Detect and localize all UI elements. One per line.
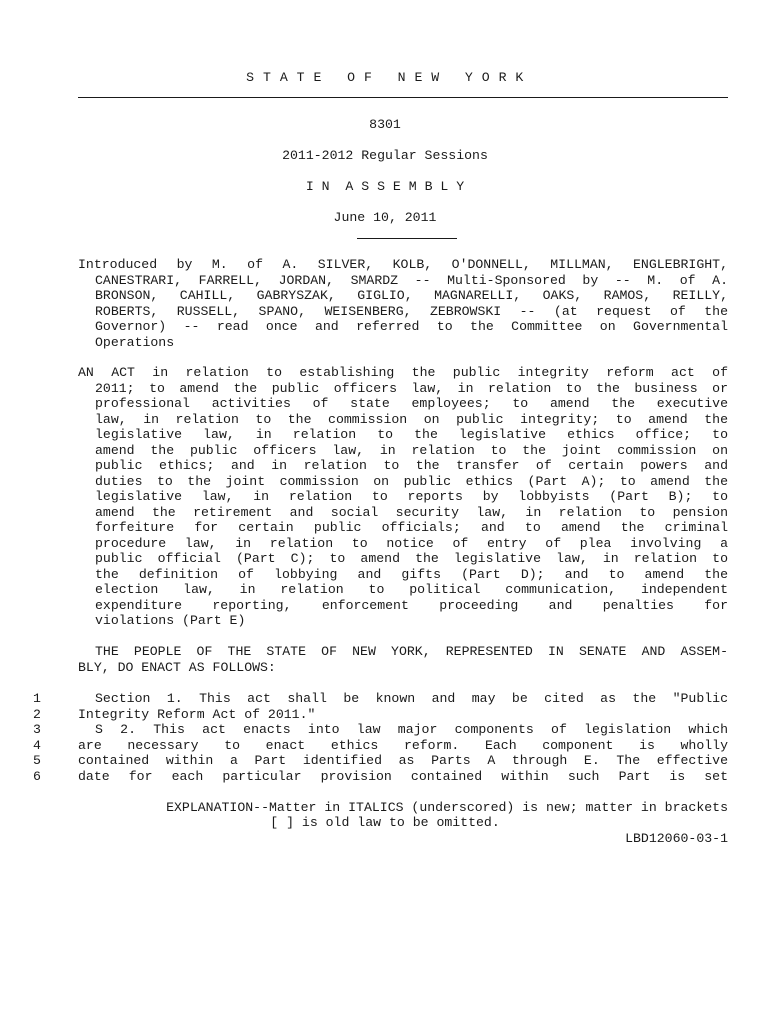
- enacting-line: THE PEOPLE OF THE STATE OF NEW YORK, REPRESENTED IN SENATE AND ASSEM-: [95, 644, 728, 659]
- line-number: 3: [33, 722, 41, 737]
- act-line: election law, in relation to political communication, independent: [95, 582, 728, 597]
- line-number: 5: [33, 753, 41, 768]
- bill-number: 8301: [369, 117, 401, 132]
- line-number: 4: [33, 737, 41, 753]
- line-numbers: [33, 691, 63, 784]
- bill-date: June 10, 2011: [333, 210, 437, 225]
- act-line: professional activities of state employees; to amend the executive: [95, 396, 728, 411]
- state-heading: S T A T E O F N E W Y O R K: [246, 70, 524, 85]
- introduced-line: ROBERTS, RUSSELL, SPANO, WEISENBERG, ZEBROWSKI -- (at request of the: [95, 303, 728, 319]
- act-line: forfeiture for certain public officials; and to amend the criminal: [95, 520, 728, 535]
- explanation-line-1: EXPLANATION--Matter in ITALICS (underscored) is new; matter in brackets: [166, 800, 728, 815]
- act-line: AN ACT in relation to establishing the public integrity reform act of: [78, 365, 728, 380]
- body-line: contained within a Part identified as Parts A through E. The effective: [78, 753, 728, 768]
- enacting-line: BLY, DO ENACT AS FOLLOWS:: [78, 659, 276, 675]
- body-line: Section 1. This act shall be known and may be cited as the "Public: [95, 691, 728, 706]
- explanation-line-2: [ ] is old law to be omitted.: [270, 815, 500, 830]
- introduced-line: CANESTRARI, FARRELL, JORDAN, SMARDZ -- Multi-Sponsored by -- M. of A.: [95, 272, 728, 288]
- act-line: the definition of lobbying and gifts (Part D); and to amend the: [95, 566, 728, 582]
- line-number: 1: [33, 691, 41, 706]
- introduced-line: BRONSON, CAHILL, GABRYSZAK, GIGLIO, MAGNARELLI, OAKS, RAMOS, REILLY,: [95, 288, 728, 303]
- act-line: duties to the joint commission on public ethics (Part A); to amend the: [95, 473, 728, 489]
- act-line: amend the public officers law, in relation to the joint commission on: [95, 442, 728, 458]
- line-number: 6: [33, 768, 41, 784]
- act-line: 2011; to amend the public officers law, in relation to the business or: [95, 380, 728, 396]
- act-line: legislative law, in relation to the legislative ethics office; to: [95, 427, 728, 442]
- body-line: are necessary to enact ethics reform. Each component is wholly: [78, 737, 728, 753]
- introduced-line: Operations: [95, 334, 175, 350]
- introduced-line: Introduced by M. of A. SILVER, KOLB, O'DONNELL, MILLMAN, ENGLEBRIGHT,: [78, 257, 728, 272]
- line-number: 2: [33, 706, 41, 722]
- section-text: [78, 691, 728, 784]
- enacting-clause: [78, 644, 728, 675]
- introduced-paragraph: [78, 257, 728, 350]
- act-line: expenditure reporting, enforcement proceeding and penalties for: [95, 597, 728, 613]
- house-label: I N A S S E M B L Y: [305, 179, 465, 194]
- body-line: date for each particular provision contained within such Part is set: [78, 768, 728, 784]
- act-line: legislative law, in relation to reports by lobbyists (Part B); to: [95, 489, 728, 504]
- bill-code: LBD12060-03-1: [625, 831, 728, 846]
- introduced-line: Governor) -- read once and referred to the Committee on Governmental: [95, 319, 728, 334]
- date-rule: [357, 238, 457, 239]
- act-line: public official (Part C); to amend the legislative law, in relation to: [95, 551, 728, 566]
- act-line: procedure law, in relation to notice of entry of plea involving a: [95, 535, 728, 551]
- body-line: Integrity Reform Act of 2011.": [78, 706, 316, 722]
- session-label: 2011-2012 Regular Sessions: [282, 148, 488, 163]
- act-line: amend the retirement and social security law, in relation to pension: [95, 504, 728, 520]
- act-title-paragraph: [78, 365, 728, 629]
- act-line: law, in relation to the commission on public integrity; to amend the: [95, 411, 728, 427]
- header-rule: [78, 97, 728, 98]
- act-line: public ethics; and in relation to the transfer of certain powers and: [95, 458, 728, 473]
- body-line: S 2. This act enacts into law major components of legislation which: [95, 722, 728, 737]
- act-line: violations (Part E): [95, 613, 246, 628]
